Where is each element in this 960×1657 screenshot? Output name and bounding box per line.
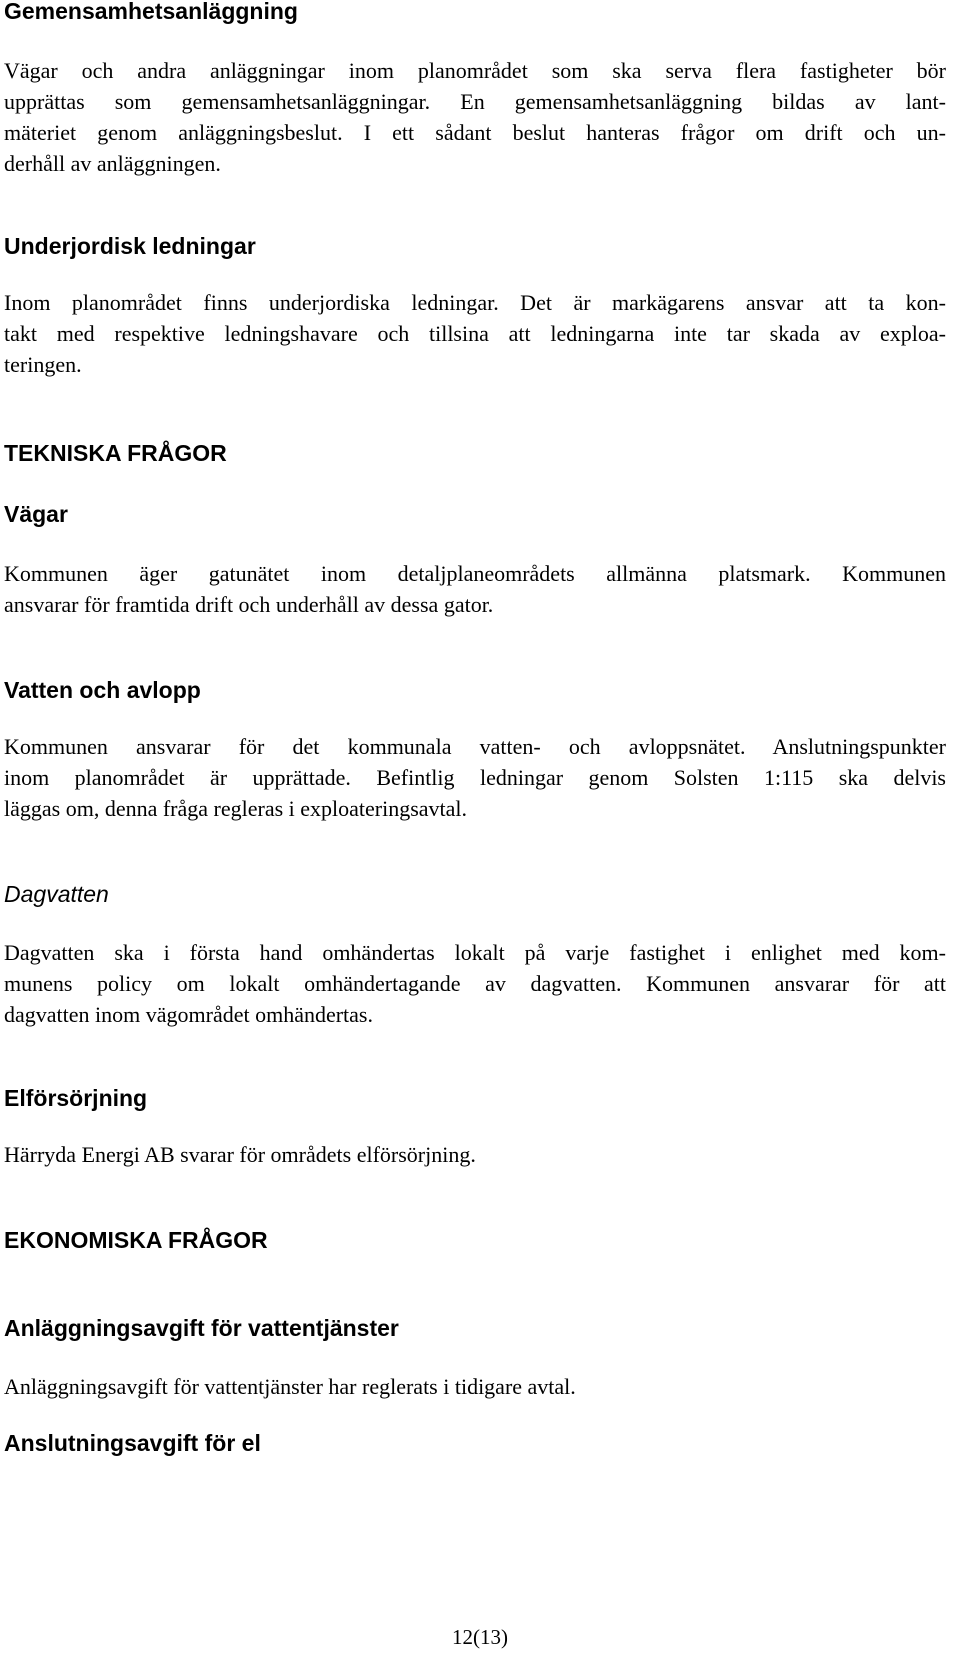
section-heading-vagar: Vägar	[4, 501, 68, 527]
section-heading-tekniska-fragor: TEKNISKA FRÅGOR	[4, 440, 227, 466]
section-heading-anslutningsavgift-el: Anslutningsavgift för el	[4, 1430, 261, 1456]
paragraph-line: dagvatten inom vägområdet omhändertas.	[4, 1002, 373, 1027]
paragraph-vagar	[4, 558, 946, 620]
paragraph-line: Inom planområdet finns underjordiska ledningar. Det är markägarens ansvar att ta kon-	[4, 290, 946, 315]
document-page	[4, 0, 946, 1657]
section-heading-gemensamhetsanlaggning: Gemensamhetsanläggning	[4, 0, 298, 24]
paragraph-line: inom planområdet är upprättade. Befintlig ledningar genom Solsten 1:115 ska delvis	[4, 765, 946, 790]
paragraph-line: läggas om, denna fråga regleras i exploateringsavtal.	[4, 796, 468, 821]
section-heading-elforsorjning: Elförsörjning	[4, 1085, 148, 1111]
paragraph-line: ansvarar för framtida drift och underhåll av dessa gator.	[4, 592, 494, 617]
paragraph-line: derhåll av anläggningen.	[4, 151, 221, 176]
paragraph-anlaggningsavgift	[4, 1371, 946, 1402]
paragraph-line: teringen.	[4, 352, 82, 377]
section-heading-underjordisk-ledningar: Underjordisk ledningar	[4, 233, 256, 259]
paragraph-line: Anläggningsavgift för vattentjänster har reglerats i tidigare avtal.	[4, 1374, 576, 1399]
paragraph-line: upprättas som gemensamhetsanläggningar. En gemensamhetsanläggning bildas av lant-	[4, 89, 946, 114]
paragraph-elforsorjning	[4, 1139, 946, 1170]
paragraph-gemensamhetsanlaggning	[4, 55, 946, 179]
section-heading-dagvatten: Dagvatten	[4, 881, 109, 907]
paragraph-dagvatten	[4, 937, 946, 1030]
paragraph-line: Härryda Energi AB svarar för områdets elförsörjning.	[4, 1142, 476, 1167]
paragraph-line: munens policy om lokalt omhändertagande av dagvatten. Kommunen ansvarar för att	[4, 971, 946, 996]
section-heading-vatten-och-avlopp: Vatten och avlopp	[4, 677, 201, 703]
section-heading-anlaggningsavgift: Anläggningsavgift för vattentjänster	[4, 1315, 399, 1341]
section-heading-ekonomiska-fragor: EKONOMISKA FRÅGOR	[4, 1227, 268, 1253]
paragraph-vatten-och-avlopp	[4, 731, 946, 824]
paragraph-line: Kommunen äger gatunätet inom detaljplaneområdets allmänna platsmark. Kommunen	[4, 561, 946, 586]
paragraph-line: Dagvatten ska i första hand omhändertas lokalt på varje fastighet i enlighet med kom-	[4, 940, 946, 965]
paragraph-line: Kommunen ansvarar för det kommunala vatten- och avloppsnätet. Anslutningspunkter	[4, 734, 946, 759]
page-number: 12(13)	[452, 1625, 508, 1649]
paragraph-line: mäteriet genom anläggningsbeslut. I ett sådant beslut hanteras frågor om drift och un-	[4, 120, 946, 145]
paragraph-line: takt med respektive ledningshavare och tillsina att ledningarna inte tar skada av exploa-	[4, 321, 946, 346]
paragraph-line: Vägar och andra anläggningar inom planområdet som ska serva flera fastigheter bör	[4, 58, 946, 83]
paragraph-underjordisk-ledningar	[4, 287, 946, 380]
